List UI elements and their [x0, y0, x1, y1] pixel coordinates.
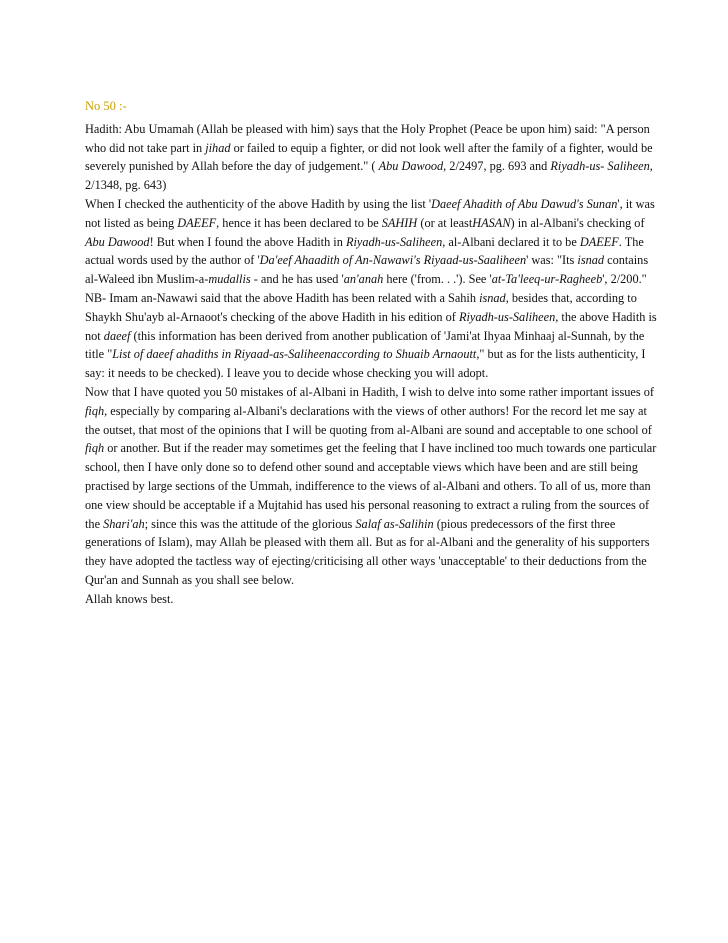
paragraph	[85, 383, 657, 590]
text-run: here ('from. . .'). See '	[383, 272, 492, 287]
italic-run: isnad	[479, 290, 506, 305]
text-run: ," but as for the lists authenticity, I say: it needs to be checked). I leave you to decide whose checking you will adopt.	[85, 347, 646, 381]
paragraph	[85, 289, 657, 383]
italic-run: Riyadh-us-Saliheen	[458, 309, 556, 324]
italic-run: Daeef Ahadith of Abu Dawud's Sunan	[431, 196, 618, 211]
italic-run: Shari'ah	[103, 516, 145, 531]
italic-run: isnad	[577, 253, 605, 268]
text-run: (this information has been derived from another publication of 'Jami'at Ihyaa Minhaaj al-Sunnah, by the title "	[85, 328, 645, 362]
text-run: or another. But if the reader may sometimes get the feeling that I have inclined too much towards one particular school, then I have only done so to defend other sound and acceptable views which have been and are still being practised by large sections of the Ummah, indifference to the views of al-Albani and others. To all of us, more than one view should be acceptable if a Mujtahid has used his personal reasoning to extract a ruling from the sources of the	[85, 441, 657, 531]
hadith-number-heading: No 50 :-	[85, 99, 127, 113]
text-run: , besides that, according to Shaykh Shu'ayb al-Arnaoot's checking of the above Hadith in his edition of	[85, 290, 637, 324]
italic-run: DAEEF	[177, 215, 217, 230]
text-run: (pious predecessors of the first three generations of Islam), may Allah be pleased with them all. But as for al-Albani and the generality of his supporters they have adopted the tactless way of ejecting/criticising all other ways 'unacceptable' to their deductions from the Qur'an and Sunnah as you shall see below.	[85, 516, 650, 587]
text-run: Hadith: Abu Umamah (Allah be pleased with him) says that the Holy Prophet (Peace be upon him) said: "A person who did not take part in	[85, 121, 650, 155]
italic-run: Riyadh-us- Saliheen	[550, 159, 650, 174]
text-run: , 2/2497, pg. 693 and	[443, 159, 551, 174]
italic-run: Riyadh-us-Saliheen	[345, 234, 443, 249]
text-run: , 2/1348, pg. 643)	[85, 159, 653, 193]
text-run: ' was: "Its	[526, 253, 578, 268]
text-run: ! But when I found the above Hadith in	[149, 234, 346, 249]
italic-run: Abu Dawood	[378, 159, 444, 174]
text-run: When I checked the authenticity of the above Hadith by using the list '	[85, 196, 432, 211]
text-run: Now that I have quoted you 50 mistakes of al-Albani in Hadith, I wish to delve into some rather important issues of	[85, 384, 654, 399]
text-run: NB- Imam an-Nawawi said that the above Hadith has been related with a Sahih	[85, 290, 480, 305]
italic-run: Salaf as-Salihin	[355, 516, 434, 531]
paragraph	[85, 590, 657, 609]
italic-run: DAEEF	[579, 234, 619, 249]
document-body	[85, 120, 657, 609]
text-run: ; since this was the attitude of the glorious	[144, 516, 356, 531]
italic-run: HASAN	[472, 215, 511, 230]
italic-run: fiqh	[85, 441, 105, 456]
italic-run: Da'eef Ahaadith of An-Nawawi's Riyaad-us-Saaliheen	[259, 253, 527, 268]
text-run: Allah knows best.	[85, 591, 174, 606]
italic-run: mudallis	[208, 272, 251, 287]
paragraph	[85, 120, 657, 195]
paragraph	[85, 195, 657, 289]
italic-run: SAHIH	[381, 215, 418, 230]
text-run: , al-Albani declared it to be	[442, 234, 580, 249]
text-run: ', 2/200."	[602, 272, 647, 287]
text-run: (or at least	[417, 215, 473, 230]
text-run: contains al-Waleed ibn Muslim-a-	[85, 253, 649, 287]
text-run: , hence it has been declared to be	[216, 215, 382, 230]
text-run: ', it was not listed as being	[85, 196, 655, 230]
text-run: - and he has used '	[250, 272, 344, 287]
italic-run: fiqh	[85, 403, 105, 418]
text-run: , especially by comparing al-Albani's declarations with the views of other authors! For the record let me say at the outset, that most of the opinions that I will be quoting from al-Albani are sound and acceptable to one school of	[85, 403, 652, 437]
text-run: , the above Hadith is not	[85, 309, 657, 343]
italic-run: daeef	[103, 328, 131, 343]
italic-run: jihad	[205, 140, 231, 155]
italic-run: an'anah	[343, 272, 384, 287]
italic-run: Abu Dawood	[85, 234, 150, 249]
italic-run: at-Ta'leeq-ur-Ragheeb	[491, 272, 603, 287]
document-page	[85, 97, 657, 609]
italic-run: List of daeef ahadiths in Riyaad-as-Saliheenaccording to Shuaib Arnaoutt	[112, 347, 477, 362]
text-run: . The actual words used by the author of '	[85, 234, 644, 268]
text-run: ) in al-Albani's checking of	[510, 215, 645, 230]
text-run: or failed to equip a fighter, or did not look well after the family of a fighter, would be severely punished by Allah before the day of judgement." (	[85, 140, 653, 174]
